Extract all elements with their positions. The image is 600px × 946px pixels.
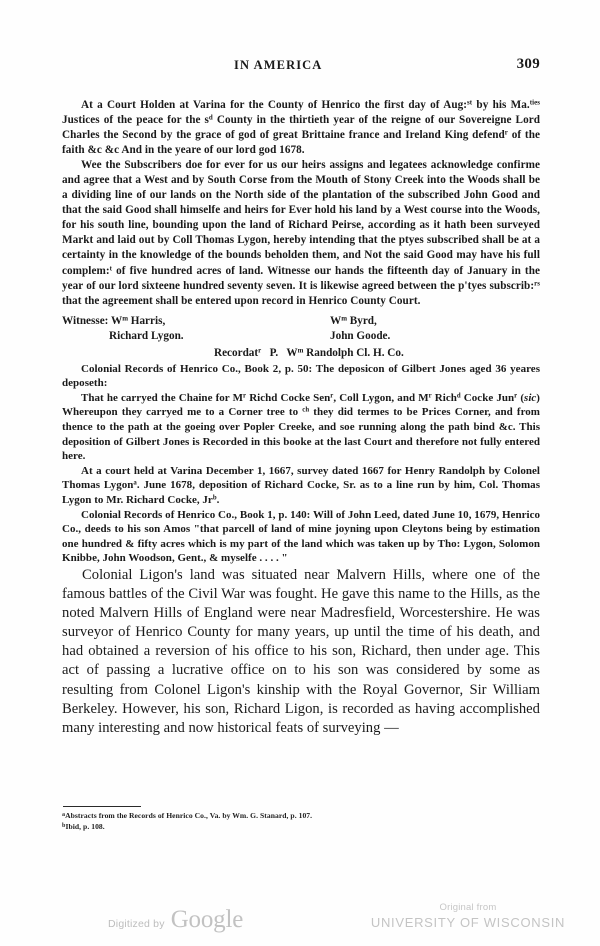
digitized-by-label: Digitized by [108,918,165,930]
scan-watermark [0,900,600,940]
witness-right-line-1: $W^m$ Byrd, [330,314,377,327]
original-from-label: Original from [439,902,497,913]
footnote-b: $^b$Ibid, p. 108. [62,821,105,831]
page-content [62,58,540,738]
recordat-line: Recordat$^r$ P. $W^m$ Randolph Cl. H. Co. [214,346,404,359]
google-logo: Google [170,906,244,933]
digitized-by-google [108,906,243,934]
witness-left-line-1: Witnesse: $W^m$ Harris, [62,314,166,327]
witness-left-line-2: Richard Lygon. [109,330,184,343]
paragraph-chaine: That he carryed the Chaine for $M^r$ Richd Cocke Sen$^r$, Coll Lygon, and $M^r$ Rich$^d$ Cocke Jun$^r$ (sic) Whereupon they carryed me to a Corner tree to $^{ch}$ they did termes to be Prices Corner, and from thence to the path at the goeing over Popler Creeke, and soe running along the path bind &c. This deposition of Gilbert Jones is Recorded in this booke at the last Court and therefore not fully entered here. [62,391,540,463]
footnote-b-text: Ibid, p. 108. [65,821,105,831]
institution-name: UNIVERSITY OF WISCONSIN [370,915,566,930]
running-head-title: IN AMERICA [234,58,323,72]
paragraph-court-holden: At a Court Holden at Varina for the County of Henrico the first day of Aug:$^{st}$ by his Ma.$^{ties}$ Justices of the peace for the $s^d$ County in the thirtieth year of the reigne of our Sovereigne Lord Charles the Second by the grace of god of great Brittaine france and Ireland King defend$^r$ of the faith &c &c And in the yeare of our lord god 1678. [62,98,540,157]
running-head [62,58,540,84]
paragraph-john-leed: Colonial Records of Henrico Co., Book 1, p. 140: Will of John Leed, dated June 10, 1679, Henrico Co., deeds to his son Amos "that parcell of land of mine joyning upon Cleytons being by estimation one hundred & fifty acres which is my part of the land which was taken up by Tho: Lygon, Solomon Knibbe, John Woodson, Gent., & myselfe . . . . " [62,508,540,565]
witness-right-line-2: John Goode. [330,330,391,343]
footnote-a: $^a$Abstracts from the Records of Henrico Co., Va. by Wm. G. Stanard, p. 107. [62,811,313,820]
paragraph-narrative: Colonial Ligon's land was situated near Malvern Hills, where one of the famous battles of the Civil War was fought. He gave this name to the Hills, as the noted Malvern Hills of England were near Madresfield, Worcestershire. He was surveyor of Henrico County for many years, up until the time of his death, and had obtained a reversion of his office to his son, Richard, then under age. This act of passing a lucrative office on to his son was considered by some as resulting from Colonel Ligon's kinship with the Royal Governor, Sir William Berkeley. However, his son, Richard Ligon, is recorded as having accomplished many interesting and now historical feats of surveying — [62,566,540,736]
footnote-a-text: Abstracts from the Records of Henrico Co., Va. by Wm. G. Stanard, p. 107. [65,811,313,820]
paragraph-subscribers: Wee the Subscribers doe for ever for us our heirs assigns and legatees acknowledge confirme and agree that a West and by South Corse from the Mouth of Stony Creek into the Woods shall be a dividing line of our lands on the North side of the plantation of the subscribed John Good and that the said Good shall himselfe and heirs for Ever hold his land by a West course into the Woods, for his south line, bounding upon the land of Richard Peirse, according as it hath been surveyed Markt and laid out by Coll Thomas Lygon, hereby intending that the ptyes subscribed shall be at a certainty in the knowledge of the bounds beholden them, and Not the said Good may have his full complem:$^t$ of five hundred acres of land. Witnesse our hands the fifteenth day of January in the year of our lord sixteene hundred seventy seven. It is likewise agreed between the p'tyes subscrib:$^{rs}$ that the agreement shall be entered upon record in Henrico County Court. [62,159,540,307]
original-from-block [368,902,568,930]
witness-signature-block [62,314,540,346]
footnote-rule [63,806,141,807]
paragraph-varina-court: At a court held at Varina December 1, 1667, survey dated 1667 for Henry Randolph by Colonel Thomas Lygon$^a$. June 1678, deposition of Richard Cocke, Sr. as to a line run by him, Col. Thomas Lygon to Mr. Richard Cocke, Jr$^b$. [62,464,540,506]
footnotes [62,806,462,832]
page-number: 309 [516,56,540,72]
paragraph-deposicon: Colonial Records of Henrico Co., Book 2, p. 50: The deposicon of Gilbert Jones aged 36 yeares deposeth: [62,362,540,390]
